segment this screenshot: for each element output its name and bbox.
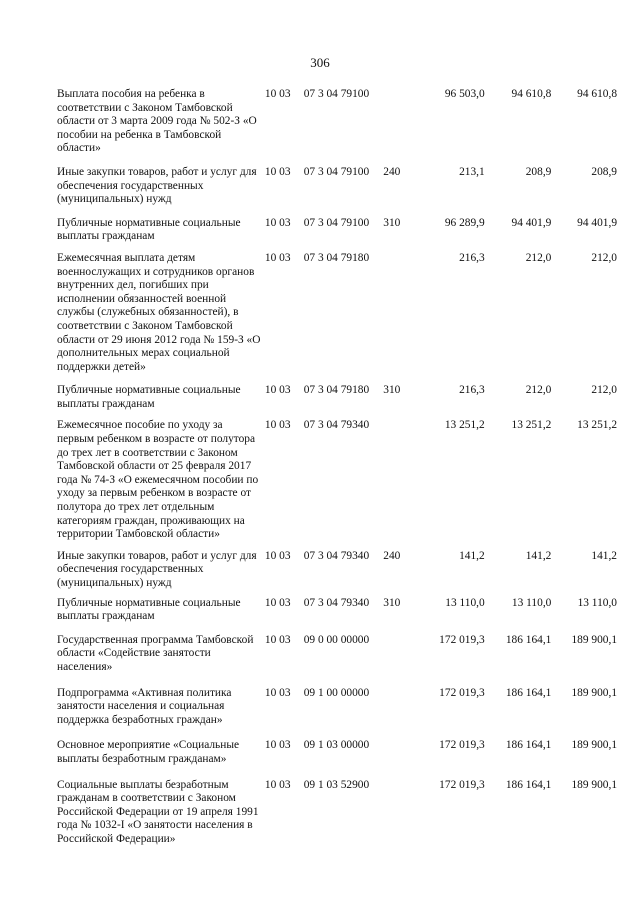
- table-row: [57, 779, 617, 847]
- row-amount-year1: 96 289,9: [444, 216, 485, 229]
- row-section-code: 10 03: [264, 739, 291, 752]
- table-row: [57, 88, 617, 156]
- row-section-code: 10 03: [264, 549, 291, 562]
- table-row: [57, 166, 617, 207]
- row-amount-year3: 13 251,2: [577, 419, 618, 432]
- row-target-code: 09 1 03 52900: [303, 778, 370, 791]
- row-amount-year3: 212,0: [591, 384, 618, 397]
- row-name: Публичные нормативные социальные выплаты гражданам: [57, 596, 241, 623]
- row-section-code: 10 03: [264, 384, 291, 397]
- row-amount-year3: 208,9: [591, 165, 618, 178]
- row-amount-year3: 189 900,1: [571, 633, 618, 646]
- row-name: Социальные выплаты безработным гражданам в соответствии с Законом Российской Федерации от 19 апреля 1991 года № 1032-I «О занятости населения в Российской Федерации»: [57, 778, 259, 845]
- table-row: [57, 739, 617, 766]
- row-target-code: 07 3 04 79340: [303, 549, 370, 562]
- row-amount-year1: 172 019,3: [439, 739, 485, 752]
- row-section-code: 10 03: [264, 596, 291, 609]
- row-target-code: 07 3 04 79100: [303, 216, 370, 229]
- row-amount-year1: 172 019,3: [439, 686, 485, 699]
- row-amount-year3: 94 401,9: [577, 216, 618, 229]
- row-name: Иные закупки товаров, работ и услуг для обеспечения государственных (муниципальных) нужд: [57, 549, 257, 589]
- row-amount-year2: 186 164,1: [505, 686, 552, 699]
- row-amount-year1: 13 251,2: [444, 419, 485, 432]
- row-expense-code: 240: [383, 165, 401, 178]
- row-target-code: 09 1 03 00000: [303, 739, 370, 752]
- row-name: Подпрограмма «Активная политика занятости населения и социальная поддержка безработных граждан»: [57, 686, 232, 726]
- row-amount-year2: 186 164,1: [505, 633, 552, 646]
- page-number: 306: [310, 55, 330, 70]
- row-section-code: 10 03: [264, 251, 291, 264]
- row-target-code: 07 3 04 79100: [303, 88, 370, 100]
- row-amount-year1: 216,3: [459, 384, 485, 397]
- row-amount-year3: 189 900,1: [571, 778, 618, 791]
- row-expense-code: 310: [383, 596, 401, 609]
- row-amount-year1: 141,2: [459, 549, 485, 562]
- row-amount-year1: 172 019,3: [439, 778, 485, 791]
- row-target-code: 09 0 00 00000: [303, 633, 370, 646]
- table-row: [57, 550, 617, 591]
- table-row: [57, 634, 617, 675]
- row-section-code: 10 03: [264, 419, 291, 432]
- row-amount-year3: 141,2: [591, 549, 618, 562]
- row-amount-year1: 96 503,0: [444, 88, 485, 100]
- row-amount-year1: 213,1: [459, 165, 485, 178]
- row-amount-year3: 189 900,1: [571, 739, 618, 752]
- row-amount-year1: 13 110,0: [445, 596, 485, 609]
- row-target-code: 09 1 00 00000: [303, 686, 370, 699]
- row-target-code: 07 3 04 79180: [303, 384, 370, 397]
- row-amount-year3: 13 110,0: [577, 596, 618, 609]
- row-amount-year1: 172 019,3: [439, 633, 485, 646]
- row-amount-year2: 94 610,8: [511, 88, 552, 100]
- row-amount-year2: 186 164,1: [505, 739, 552, 752]
- row-amount-year2: 13 110,0: [511, 596, 552, 609]
- row-name: Ежемесячное пособие по уходу за первым ребенком в возрасте от полутора до трех лет в соответствии с Законом Тамбовской области от 25 февраля 2017 года № 74-З «О ежемесячном пособии по уходу за первым ребенком в возрасте от полутора до трех лет отдельным категориям граждан, проживающих на территории Тамбовской области»: [57, 419, 259, 541]
- row-amount-year2: 141,2: [525, 549, 552, 562]
- row-name: Иные закупки товаров, работ и услуг для обеспечения государственных (муниципальных) нужд: [57, 165, 257, 206]
- row-name: Ежемесячная выплата детям военнослужащих и сотрудников органов внутренних дел, погибших при исполнении обязанностей военной службы (служебных обязанностей), в соответствии с Законом Тамбовской области от 29 июня 2012 года № 159-З «О дополнительных мерах социальной поддержки детей»: [57, 251, 261, 373]
- row-section-code: 10 03: [264, 88, 291, 100]
- row-name: Основное мероприятие «Социальные выплаты безработным гражданам»: [57, 739, 240, 765]
- budget-table: [57, 88, 617, 847]
- row-amount-year2: 208,9: [525, 165, 552, 178]
- table-row: [57, 384, 617, 411]
- row-section-code: 10 03: [264, 165, 291, 178]
- row-name: Государственная программа Тамбовской области «Содействие занятости населения»: [57, 633, 254, 673]
- row-name: Выплата пособия на ребенка в соответствии с Законом Тамбовской области от 3 марта 2009 года № 502-З «О пособии на ребенка в Тамбовской области»: [57, 88, 257, 155]
- table-row: [57, 419, 617, 541]
- row-expense-code: 310: [383, 384, 401, 397]
- row-amount-year1: 216,3: [459, 251, 485, 264]
- row-target-code: 07 3 04 79340: [303, 596, 370, 609]
- table-row: [57, 687, 617, 728]
- row-amount-year2: 186 164,1: [505, 778, 552, 791]
- row-section-code: 10 03: [264, 633, 291, 646]
- table-row: [57, 252, 617, 374]
- row-amount-year3: 189 900,1: [571, 686, 618, 699]
- row-amount-year2: 212,0: [525, 384, 552, 397]
- row-section-code: 10 03: [264, 686, 291, 699]
- row-target-code: 07 3 04 79180: [303, 251, 370, 264]
- table-row: [57, 217, 617, 244]
- row-expense-code: 310: [383, 216, 401, 229]
- row-amount-year3: 94 610,8: [577, 88, 618, 100]
- row-amount-year2: 94 401,9: [511, 216, 552, 229]
- row-amount-year3: 212,0: [591, 251, 618, 264]
- row-amount-year2: 212,0: [525, 251, 552, 264]
- row-target-code: 07 3 04 79340: [303, 419, 370, 432]
- row-section-code: 10 03: [264, 778, 291, 791]
- row-name: Публичные нормативные социальные выплаты гражданам: [57, 384, 241, 410]
- table-row: [57, 597, 617, 624]
- row-amount-year2: 13 251,2: [511, 419, 552, 432]
- row-expense-code: 240: [383, 549, 401, 562]
- row-name: Публичные нормативные социальные выплаты гражданам: [57, 216, 241, 243]
- row-section-code: 10 03: [264, 216, 291, 229]
- row-target-code: 07 3 04 79100: [303, 165, 370, 178]
